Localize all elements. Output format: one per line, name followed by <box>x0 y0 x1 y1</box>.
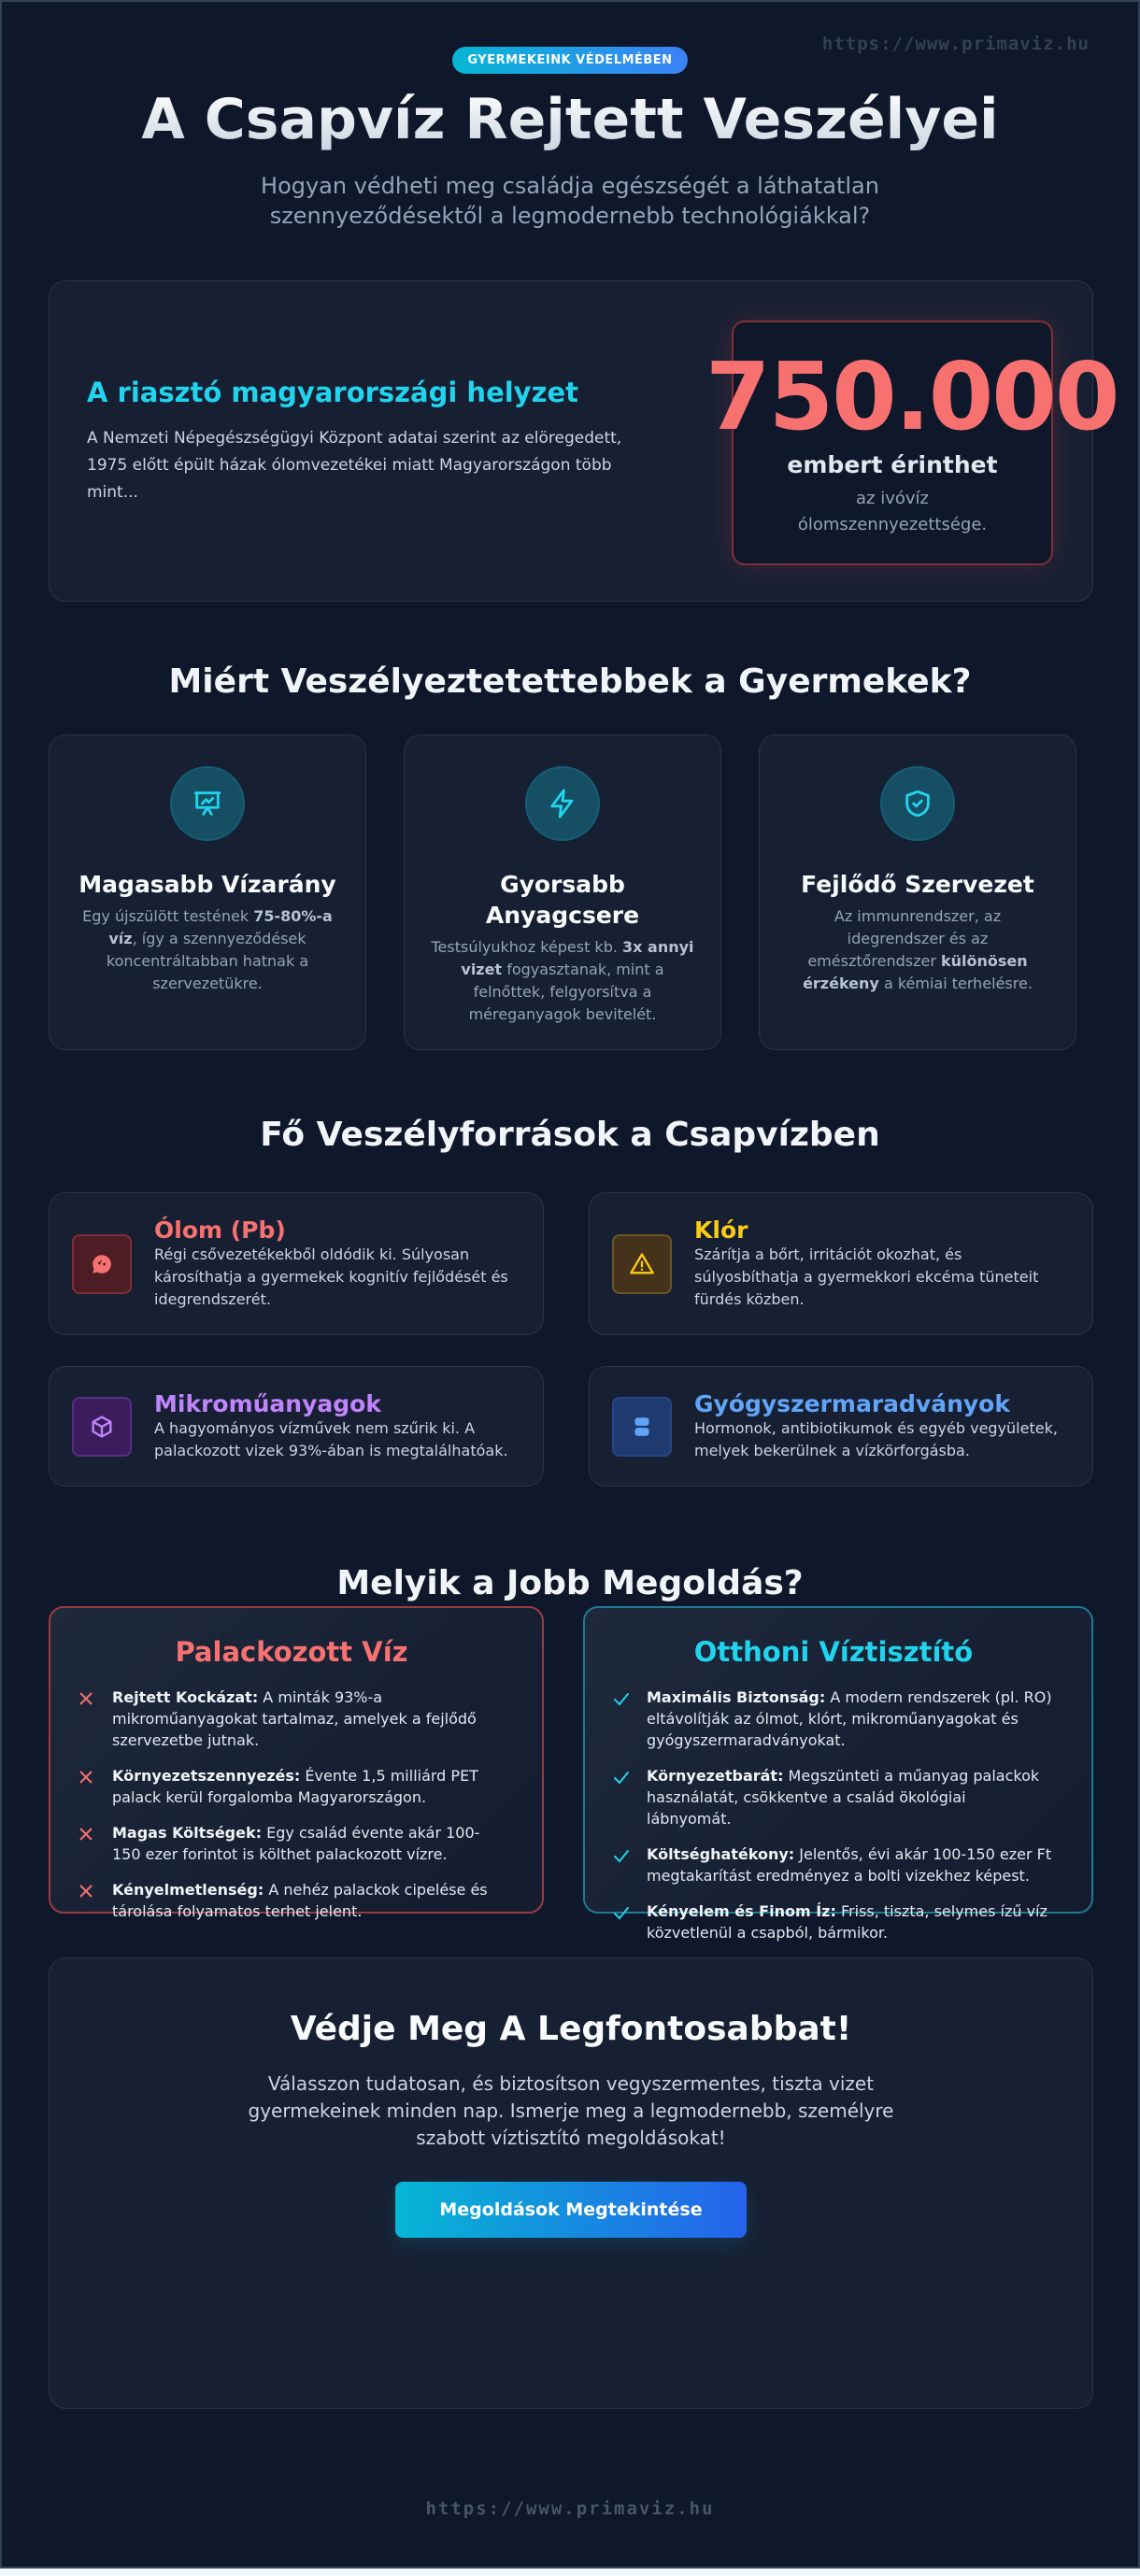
x-mark-icon <box>78 1770 93 1785</box>
bottled-water-title: Palackozott Víz <box>175 1636 408 1668</box>
situation-text: A Nemzeti Népegészségügyi Központ adatai szerint az elöregedett, 1975 előtt épült házak ólomvezetékei miatt Magyarországon több mint... <box>87 429 622 502</box>
cta-card <box>49 1957 1093 2409</box>
chat-bubble-icon <box>90 1252 114 1276</box>
check-mark-icon <box>613 1848 630 1863</box>
danger-title: Klór <box>694 1217 748 1244</box>
x-mark-icon <box>78 1827 93 1842</box>
situation-text-block <box>87 377 657 506</box>
danger-title: Ólom (Pb) <box>154 1217 286 1244</box>
icon-circle <box>525 766 600 841</box>
situation-title: A riasztó magyarországi helyzet <box>87 377 578 408</box>
danger-item-lead <box>49 1192 544 1335</box>
why-card-title: Fejlődő Szervezet <box>801 871 1034 898</box>
stat-label: embert érinthet <box>787 451 998 478</box>
bottled-water-card <box>49 1606 544 1920</box>
list-item: Környezetszennyezés: Évente 1,5 milliárd PET palack kerül forgalomba Magyarországon. <box>78 1765 505 1808</box>
why-card-title: Gyorsabb Anyagcsere <box>485 871 640 929</box>
lightning-bolt-icon <box>547 788 578 819</box>
danger-text: A hagyományos vízművek nem szűrik ki. A palackozott vizek 93%-ában is megtalálhatóak. <box>154 1419 508 1459</box>
dangers-section-title: Fő Veszélyforrások a Csapvízben <box>260 1116 880 1154</box>
danger-item-microplastics <box>49 1366 544 1487</box>
check-mark-icon <box>613 1770 630 1785</box>
danger-item-pharmaceuticals <box>589 1366 1093 1487</box>
compare-section-title: Melyik a Jobb Megoldás? <box>336 1564 804 1602</box>
stat-box <box>705 320 1119 565</box>
cube-icon <box>89 1414 115 1440</box>
list-item: Maximális Biztonság: A modern rendszerek (pl. RO) eltávolítják az ólmot, klórt, mikroműanyagokat és gyógyszermaradványokat. <box>613 1686 1054 1751</box>
danger-title: Gyógyszermaradványok <box>694 1390 1010 1417</box>
list-item: Kényelmetlenség: A nehéz palackok cipelése és tárolása folyamatos terhet jelent. <box>78 1879 505 1922</box>
danger-text: Hormonok, antibiotikumok és egyéb vegyületek, melyek bekerülnek a vízkörforgásba. <box>694 1419 1058 1459</box>
x-mark-icon <box>78 1691 93 1706</box>
list-item: Magas Költségek: Egy család évente akár 100-150 ezer forintot is költhet palackozott vízre. <box>78 1822 505 1865</box>
why-card-text: Testsúlyukhoz képest kb. 3x annyi vizet fogyasztanak, mint a felnőttek, felgyorsítva a méreganyagok bevitelét. <box>431 938 694 1023</box>
water-purifier-title: Otthoni Víztisztító <box>693 1636 974 1668</box>
danger-title: Mikroműanyagok <box>154 1390 381 1417</box>
hero-badge: GYERMEKEINK VÉDELMÉBEN <box>452 47 687 74</box>
hero <box>2 47 1138 231</box>
water-purifier-list <box>613 1686 1054 1943</box>
why-card-text: Egy újszülött testének 75-80%-a víz, így a szennyeződések koncentráltabban hatnak a szervezetükre. <box>82 907 333 992</box>
list-item: Rejtett Kockázat: A minták 93%-a mikroműanyagokat tartalmaz, amelyek a fejlődő szervezetbe jutnak. <box>78 1686 505 1751</box>
why-cards <box>49 734 1093 1050</box>
danger-icon-box <box>612 1234 672 1294</box>
pill-capsule-icon <box>630 1415 654 1439</box>
why-card-metabolism <box>404 734 721 1050</box>
situation-card <box>49 280 1119 602</box>
cta-text: Válasszon tudatosan, és biztosítson vegyszermentes, tiszta vizet gyermekeinek minden nap. Ismerje meg a legmodernebb, személyre szabott víztisztító megoldásokat! <box>248 2072 894 2149</box>
warning-triangle-icon <box>629 1251 655 1277</box>
danger-list <box>49 1192 1093 1487</box>
danger-icon-box <box>72 1234 132 1294</box>
stat-description: az ivóvíz ólomszennyezettsége. <box>797 489 988 534</box>
danger-icon-box <box>72 1397 132 1457</box>
check-mark-icon <box>613 1691 630 1706</box>
page-title: A Csapvíz Rejtett Veszélyei <box>2 89 1138 150</box>
footer-url: https://www.primaviz.hu <box>425 2498 715 2519</box>
cta-title: Védje Meg A Legfontosabbat! <box>290 2010 852 2048</box>
danger-text: Szárítja a bőrt, irritációt okozhat, és súlyosbíthatja a gyermekkori ekcéma tüneteit fürdés közben. <box>694 1245 1039 1308</box>
why-card-water-ratio <box>49 734 366 1050</box>
icon-circle <box>170 766 245 841</box>
x-mark-icon <box>78 1884 93 1899</box>
presentation-chart-icon <box>192 788 223 819</box>
icon-circle <box>880 766 955 841</box>
shield-check-icon <box>902 788 933 819</box>
stat-number: 750.000 <box>705 342 1119 451</box>
list-item: Költséghatékony: Jelentős, évi akár 100-150 ezer Ft megtakarítást eredményez a bolti vizekhez képest. <box>613 1843 1054 1886</box>
why-card-developing-body <box>759 734 1076 1050</box>
why-card-text: Az immunrendszer, az idegrendszer és az emésztőrendszer különösen érzékeny a kémiai terhelésre. <box>803 907 1033 992</box>
page-subtitle: Hogyan védheti meg családja egészségét a láthatatlan szennyeződésektől a legmodernebb technológiákkal? <box>261 173 879 229</box>
danger-item-chlorine <box>589 1192 1093 1335</box>
corner-url: https://www.primaviz.hu <box>821 34 1090 54</box>
danger-text: Régi csővezetékekből oldódik ki. Súlyosan károsíthatja a gyermekek kognitív fejlődését és idegrendszerét. <box>154 1245 508 1308</box>
bottled-water-list <box>78 1686 505 1922</box>
danger-icon-box <box>612 1397 672 1457</box>
list-item: Kényelem és Finom Íz: Friss, tiszta, selymes ízű víz közvetlenül a csapból, bármikor. <box>613 1900 1054 1943</box>
water-purifier-card <box>583 1606 1093 1942</box>
why-section-title: Miért Veszélyeztetettebbek a Gyermekek? <box>168 662 972 701</box>
why-card-title: Magasabb Vízarány <box>78 871 336 898</box>
list-item: Környezetbarát: Megszünteti a műanyag palackok használatát, csökkentve a család ökológiai lábnyomát. <box>613 1765 1054 1829</box>
comparison <box>49 1606 1093 1942</box>
check-mark-icon <box>613 1905 630 1920</box>
view-solutions-button[interactable]: Megoldások Megtekintése <box>395 2182 747 2238</box>
